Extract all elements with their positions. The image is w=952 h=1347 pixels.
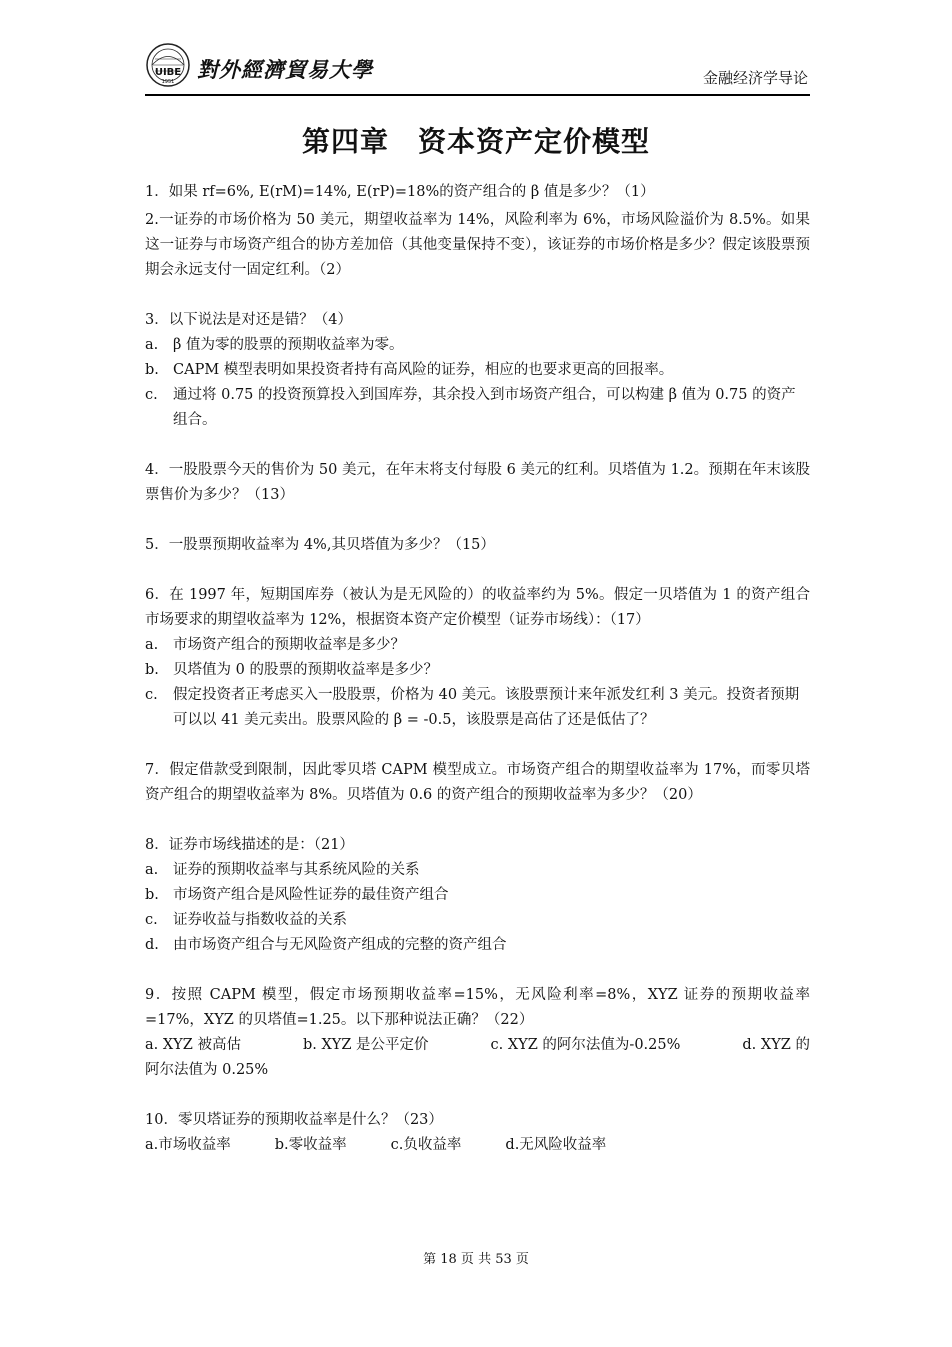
- university-name: 對外經濟貿易大學: [197, 57, 373, 82]
- option-a: a. 证券的预期收益率与其系统风险的关系: [145, 862, 420, 878]
- option-b: b. 市场资产组合是风险性证券的最佳资产组合: [145, 887, 449, 903]
- page-number: 第 18 页 共 53 页: [423, 1252, 529, 1267]
- option-b: b. 贝塔值为 0 的股票的预期收益率是多少？: [145, 662, 438, 678]
- option-b: b. CAPM 模型表明如果投资者持有高风险的证券，相应的也要求更高的回报率。: [145, 362, 674, 378]
- question-5: 5．一股票预期收益率为 4%,其贝塔值为多少？（15）: [145, 537, 495, 553]
- question-2: 2.一证券的市场价格为 50 美元，期望收益率为 14%，风险利率为 6%，市场风险溢价为 8.5%。如果这一证券与市场资产组合的协方差加倍（其他变量保持不变），该证券的市场价格是多少？假定该股票预期会永远支付一固定红利。（2）: [145, 212, 810, 278]
- option-a: a.市场收益率: [145, 1137, 231, 1153]
- option-c: c. 证券收益与指数收益的关系: [145, 912, 347, 928]
- question-7: 7．假定借款受到限制，因此零贝塔 CAPM 模型成立。市场资产组合的期望收益率为 17%，而零贝塔资产组合的期望收益率为 8%。贝塔值为 0.6 的资产组合的预期收益率为多少？（20）: [145, 762, 810, 803]
- question-list: [145, 180, 810, 1158]
- question-6: 6．在 1997 年，短期国库券（被认为是无风险的）的收益率约为 5%。假定一贝塔值为 1 的资产组合市场要求的期望收益率为 12%，根据资本资产定价模型（证券市场线）：（17）: [145, 587, 810, 628]
- option-b: b.零收益率: [274, 1137, 347, 1153]
- option-c: c.负收益率: [390, 1137, 462, 1153]
- option-d: d. 由市场资产组合与无风险资产组成的完整的资产组合: [145, 937, 507, 953]
- question-10: 10．零贝塔证券的预期收益率是什么？（23）: [145, 1112, 443, 1128]
- question-9-options: [145, 1033, 810, 1058]
- university-logo-icon: [145, 42, 191, 88]
- question-9: 9．按照 CAPM 模型，假定市场预期收益率=15%，无风险利率=8%，XYZ 证券的预期收益率=17%，XYZ 的贝塔值=1.25。以下那种说法正确？（22）: [145, 987, 810, 1028]
- question-1: 1．如果 rf=6%, E(rM)=14%, E(rP)=18%的资产组合的 β 值是多少？（1）: [145, 184, 655, 200]
- question-4: 4．一股股票今天的售价为 50 美元，在年末将支付每股 6 美元的红利。贝塔值为 1.2。预期在年末该股票售价为多少？（13）: [145, 462, 810, 503]
- option-c: c. 假定投资者正考虑买入一股股票，价格为 40 美元。该股票预计来年派发红利 3 美元。投资者预期可以以 41 美元卖出。股票风险的 β = -0.5，该股票是高估了还是低估了？: [145, 687, 800, 728]
- question-8: 8．证券市场线描述的是：（21）: [145, 837, 354, 853]
- option-c: c. 通过将 0.75 的投资预算投入到国库券，其余投入到市场资产组合，可以构建 β 值为 0.75 的资产组合。: [145, 387, 796, 428]
- option-a: a. β 值为零的股票的预期收益率为零。: [145, 337, 404, 353]
- page-header: [145, 42, 810, 96]
- option-d-continued: 阿尔法值为 0.25%: [145, 1062, 269, 1078]
- chapter-title: 第四章 资本资产定价模型: [301, 125, 650, 158]
- svg-text:1951: 1951: [161, 79, 175, 85]
- question-3: 3．以下说法是对还是错？（4）: [145, 312, 352, 328]
- option-c: c. XYZ 的阿尔法值为-0.25%: [490, 1037, 681, 1053]
- svg-text:UIBE: UIBE: [154, 67, 182, 78]
- question-10-options: [145, 1133, 810, 1158]
- option-a: a. XYZ 被高估: [145, 1037, 241, 1053]
- option-a: a. 市场资产组合的预期收益率是多少？: [145, 637, 405, 653]
- option-b: b. XYZ 是公平定价: [302, 1037, 429, 1053]
- option-d: d. XYZ 的: [742, 1037, 810, 1053]
- course-title: 金融经济学导论: [702, 69, 808, 87]
- option-d: d.无风险收益率: [505, 1137, 607, 1153]
